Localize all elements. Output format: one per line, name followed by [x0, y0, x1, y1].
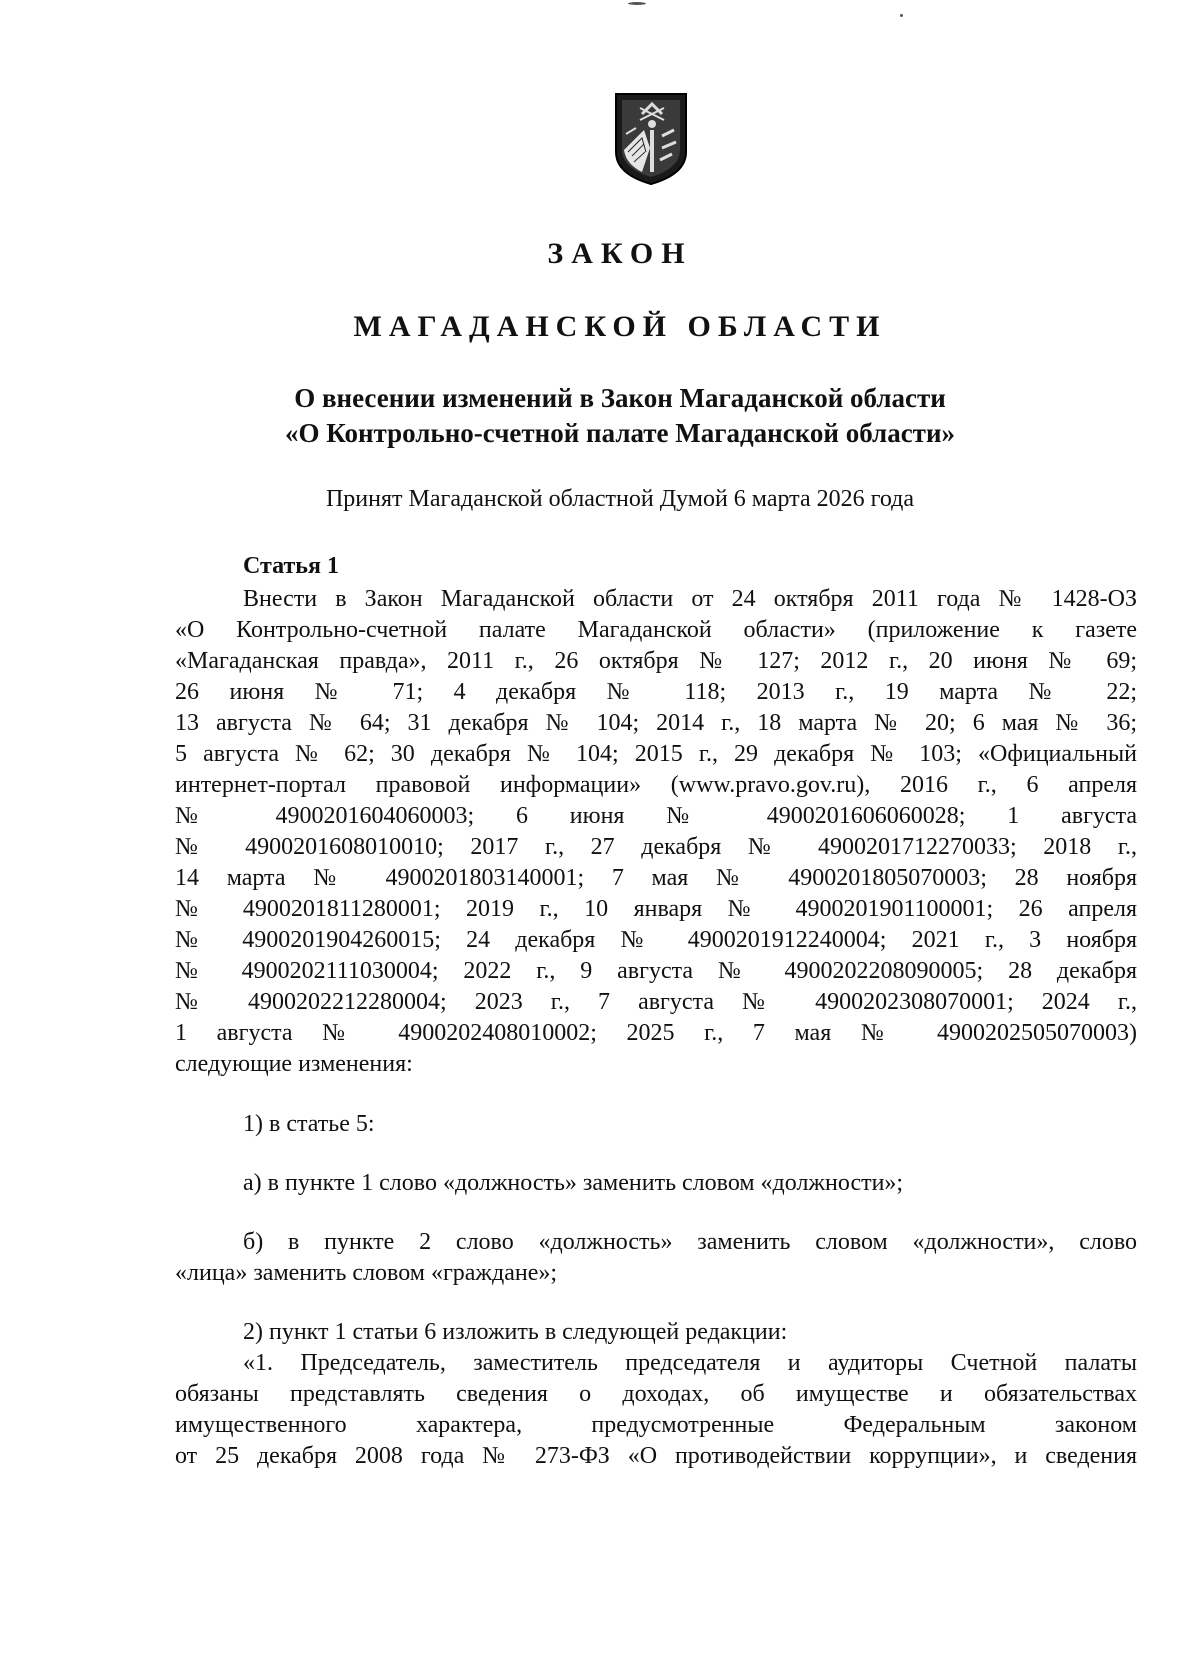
article-text-line: № 4900201811280001; 2019 г., 10 января № 4900201901100001; 26 апреля — [175, 896, 1137, 922]
item-1b-line-1: б) в пункте 2 слово «должность» заменить словом «должности», слово — [243, 1229, 1137, 1255]
document-subtitle-line-2: «О Контрольно-счетной палате Магаданской области» — [284, 418, 956, 448]
article-text-line: 13 августа № 64; 31 декабря № 104; 2014 г., 18 марта № 20; 6 мая № 36; — [175, 710, 1137, 736]
article-text-line: 14 марта № 4900201803140001; 7 мая № 4900201805070003; 28 ноября — [175, 865, 1137, 891]
quote-line: от 25 декабря 2008 года № 273-ФЗ «О противодействии коррупции», и сведения — [175, 1443, 1137, 1469]
article-text-line: № 4900201604060003; 6 июня № 4900201606060028; 1 августа — [175, 803, 1137, 829]
scan-speck — [628, 2, 646, 5]
item-1: 1) в статье 5: — [243, 1111, 375, 1137]
article-text-line: 5 августа № 62; 30 декабря № 104; 2015 г., 29 декабря № 103; «Официальный — [175, 741, 1137, 767]
article-heading: Статья 1 — [243, 553, 339, 579]
article-text-line: «О Контрольно-счетной палате Магаданской области» (приложение к газете — [175, 617, 1137, 643]
coat-of-arms-icon — [612, 90, 690, 186]
quote-line: обязаны представлять сведения о доходах, об имуществе и обязательствах — [175, 1381, 1137, 1407]
article-text-line: следующие изменения: — [175, 1051, 413, 1077]
document-title: ЗАКОН — [547, 237, 693, 270]
article-text-line: 26 июня № 71; 4 декабря № 118; 2013 г., 19 марта № 22; — [175, 679, 1137, 705]
item-1a: а) в пункте 1 слово «должность» заменить словом «должности»; — [243, 1170, 904, 1196]
article-text-line: «Магаданская правда», 2011 г., 26 октября № 127; 2012 г., 20 июня № 69; — [175, 648, 1137, 674]
quote-line: имущественного характера, предусмотренные Федеральным законом — [175, 1412, 1137, 1438]
item-1b-line-2: «лица» заменить словом «граждане»; — [175, 1260, 558, 1286]
item-2: 2) пункт 1 статьи 6 изложить в следующей редакции: — [243, 1319, 788, 1345]
document-subtitle-line-1: О внесении изменений в Закон Магаданской области — [294, 383, 946, 413]
article-text-line: № 4900202111030004; 2022 г., 9 августа № 4900202208090005; 28 декабря — [175, 958, 1137, 984]
article-text-line: Внести в Закон Магаданской области от 24 октября 2011 года № 1428-ОЗ — [243, 586, 1137, 612]
scan-speck — [900, 14, 903, 17]
article-text-line: № 4900201904260015; 24 декабря № 4900201912240004; 2021 г., 3 ноября — [175, 927, 1137, 953]
document-region: МАГАДАНСКОЙ ОБЛАСТИ — [353, 310, 887, 343]
article-text-line: № 4900201608010010; 2017 г., 27 декабря № 4900201712270033; 2018 г., — [175, 834, 1137, 860]
article-text-line: № 4900202212280004; 2023 г., 7 августа № 4900202308070001; 2024 г., — [175, 989, 1137, 1015]
quote-line: «1. Председатель, заместитель председателя и аудиторы Счетной палаты — [243, 1350, 1137, 1376]
article-text-line: интернет-портал правовой информации» (www.pravo.gov.ru), 2016 г., 6 апреля — [175, 772, 1137, 798]
adoption-note: Принят Магаданской областной Думой 6 марта 2026 года — [325, 486, 915, 512]
article-text-line: 1 августа № 4900202408010002; 2025 г., 7 мая № 4900202505070003) — [175, 1020, 1137, 1046]
